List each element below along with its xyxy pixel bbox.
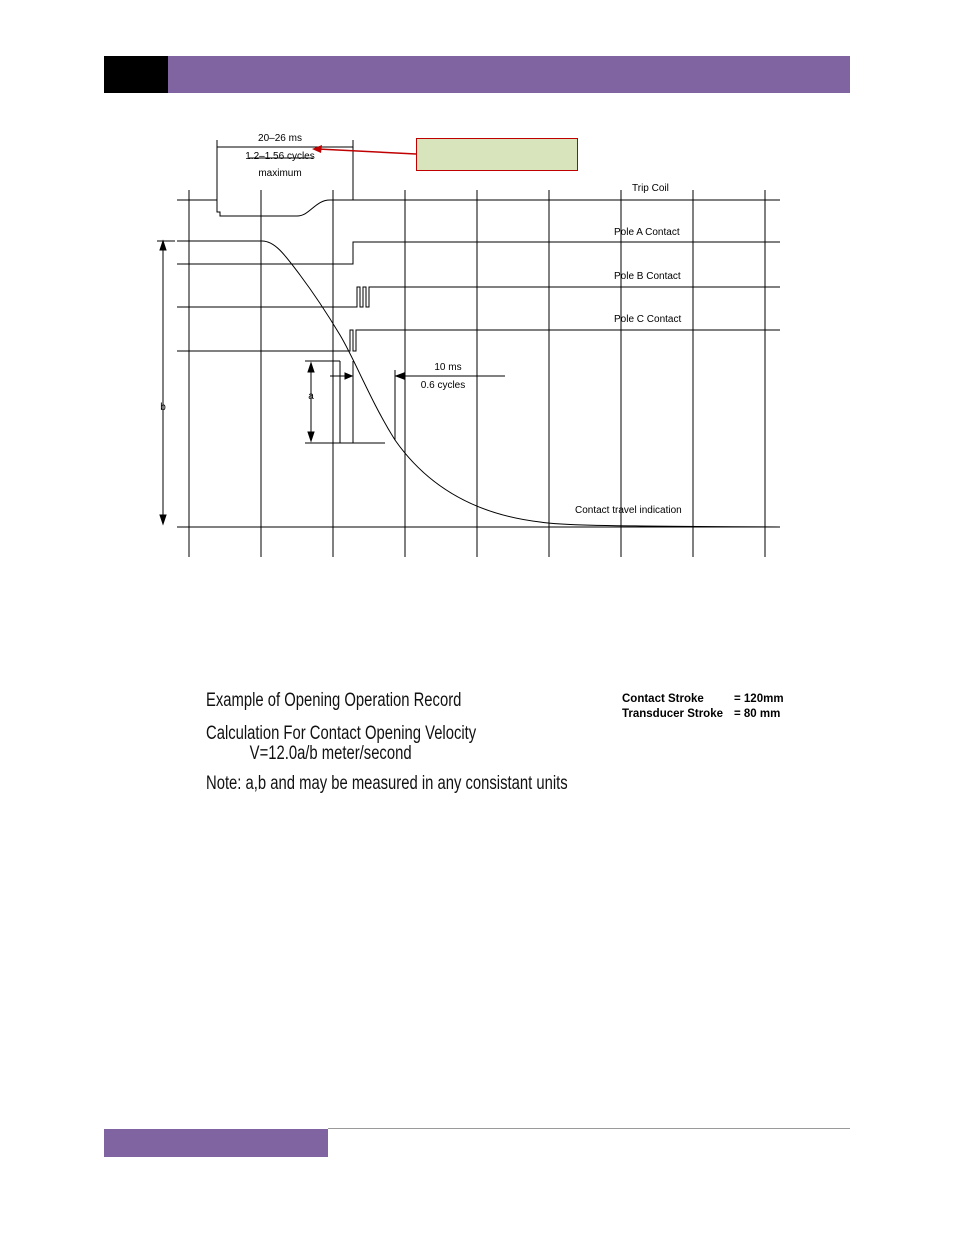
contact-travel-trace (177, 241, 780, 527)
note-velocity-formula: V=12.0a/b meter/second (249, 743, 412, 764)
trip-coil-trace (177, 200, 780, 216)
note-velocity-title: Calculation For Contact Opening Velocity (206, 723, 477, 744)
footer-bar (104, 1129, 328, 1157)
dimension-a-label: a (308, 391, 314, 402)
dimension-b (157, 241, 175, 524)
footer-rule (328, 1128, 850, 1129)
pole-c-trace (177, 330, 780, 351)
transducer-stroke-label: Transducer Stroke (622, 708, 723, 720)
timing-cycles-label: 1.2–1.56 cycles (245, 151, 315, 162)
pole-c-label: Pole C Contact (614, 314, 682, 325)
pole-a-trace (177, 242, 780, 264)
note-example-title: Example of Opening Operation Record (206, 690, 462, 711)
pole-b-trace (177, 287, 780, 307)
note-block (206, 690, 670, 795)
transducer-stroke-value: = 80 mm (734, 708, 781, 720)
trip-coil-label: Trip Coil (632, 183, 669, 194)
interval-ms-label: 10 ms (434, 362, 462, 373)
pole-a-label: Pole A Contact (614, 227, 680, 238)
stroke-table (622, 692, 784, 722)
callout-arrow (312, 145, 416, 154)
timing-max-label: maximum (258, 168, 302, 179)
contact-stroke-row (622, 692, 784, 707)
dimension-a (305, 361, 385, 443)
dimension-b-label: b (160, 402, 166, 413)
interval-cycles-label: 0.6 cycles (420, 380, 466, 391)
timing-ms-label: 20–26 ms (258, 133, 302, 144)
note-units: Note: a,b and may be measured in any consistant units (206, 773, 568, 794)
contact-stroke-value: = 120mm (734, 693, 784, 705)
travel-label: Contact travel indication (575, 505, 682, 516)
contact-stroke-label: Contact Stroke (622, 693, 704, 705)
pole-b-label: Pole B Contact (614, 271, 681, 282)
time-grid (189, 190, 765, 557)
transducer-stroke-row (622, 707, 784, 722)
